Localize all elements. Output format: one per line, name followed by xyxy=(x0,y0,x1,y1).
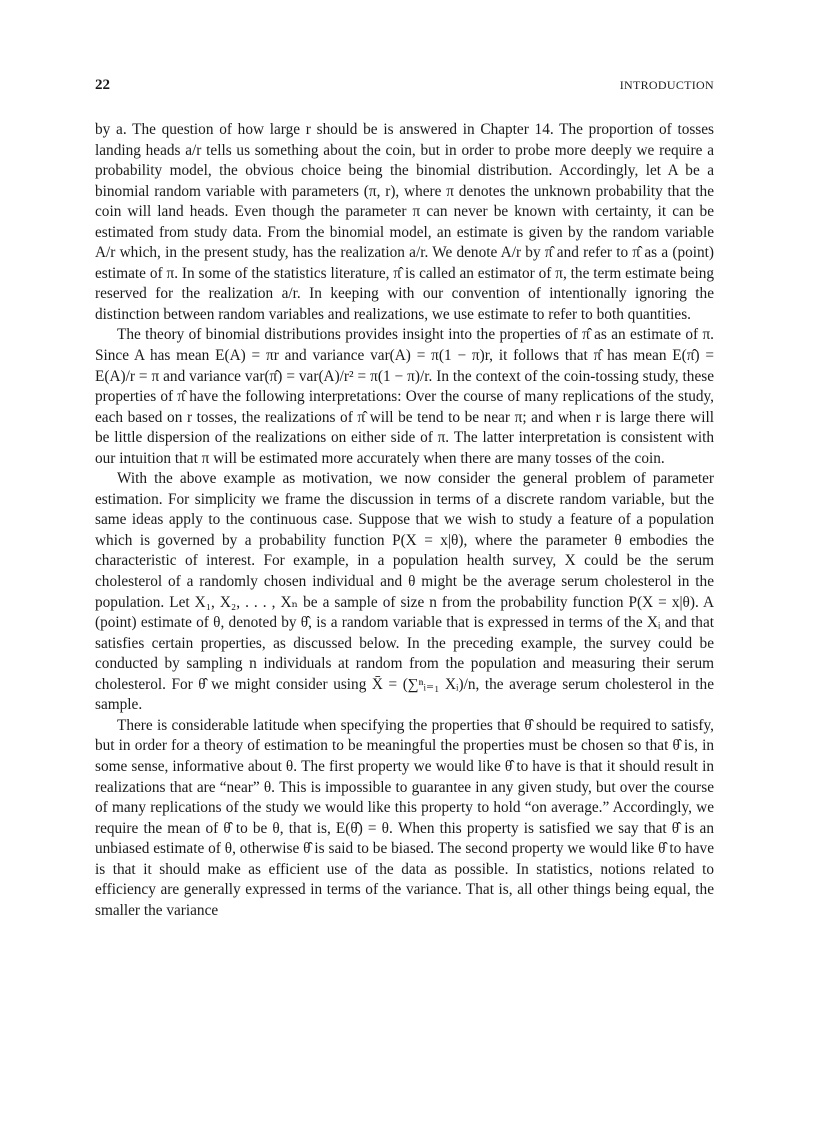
page-number: 22 xyxy=(95,77,110,93)
paragraph-2: The theory of binomial distributions provides insight into the properties of π̂ as an estimate of π. Since A has mean E(A) = πr and variance var(A) = π(1 − π)r, it follows that π̂ has mean E(π̂) = E(A)/r = π and variance var(π̂) = var(A)/r² = π(1 − π)/r. In the context of the coin-tossing study, these properties of π̂ have the following interpretations: Over the course of many replications of the study, each based on r tosses, the realizations of π̂ will be tend to be near π; and when r is large there will be little dispersion of the realizations on either side of π. The latter interpretation is consistent with our intuition that π will be estimated more accurately when there are many tosses of the coin. xyxy=(95,326,714,467)
paragraph-1: by a. The question of how large r should be is answered in Chapter 14. The proportion of tosses landing heads a/r tells us something about the coin, but in order to probe more deeply we require a probability model, the obvious choice being the binomial distribution. Accordingly, let A be a binomial random variable with parameters (π, r), where π denotes the unknown probability that the coin will land heads. Even though the parameter π can never be known with certainty, it can be estimated from study data. From the binomial model, an estimate is given by the random variable A/r which, in the present study, has the realization a/r. We denote A/r by π̂ and refer to π̂ as a (point) estimate of π. In some of the statistics literature, π̂ is called an estimator of π, the term estimate being reserved for the realization a/r. In keeping with our convention of intentionally ignoring the distinction between random variables and realizations, we use estimate to refer to both quantities. xyxy=(95,121,714,323)
running-head: INTRODUCTION xyxy=(619,78,714,92)
body-text xyxy=(95,120,714,921)
paragraph-4: There is considerable latitude when specifying the properties that θ̂ should be required to satisfy, but in order for a theory of estimation to be meaningful the properties must be chosen so that θ̂ is, in some sense, informative about θ. The first property we would like θ̂ to have is that it should result in realizations that are “near” θ. This is impossible to guarantee in any given study, but over the course of many replications of the study we would like this property to hold “on average.” Accordingly, we require the mean of θ̂ to be θ, that is, E(θ̂) = θ. When this property is satisfied we say that θ̂ is an unbiased estimate of θ, otherwise θ̂ is said to be biased. The second property we would like θ̂ to have is that it should make as efficient use of the data as possible. In statistics, notions related to efficiency are generally expressed in terms of the variance. That is, all other things being equal, the smaller the variance xyxy=(95,716,714,919)
page-header xyxy=(95,77,714,94)
paragraph-3: With the above example as motivation, we now consider the general problem of parameter estimation. For simplicity we frame the discussion in terms of a discrete random variable, but the same ideas apply to the continuous case. Suppose that we wish to study a feature of a population which is governed by a probability function P(X = x|θ), where the parameter θ embodies the characteristic of interest. For example, in a population health survey, X could be the serum cholesterol of a randomly chosen individual and θ might be the average serum cholesterol in the population. Let X₁, X₂, . . . , Xₙ be a sample of size n from the probability function P(X = x|θ). A (point) estimate of θ, denoted by θ̂, is a random variable that is expressed in terms of the Xᵢ and that satisfies certain properties, as discussed below. In the preceding example, the survey could be conducted by sampling n individuals at random from the population and measuring their serum cholesterol. For θ̂ we might consider using X̄ = (∑ⁿᵢ₌₁ Xᵢ)/n, the average serum cholesterol in the sample. xyxy=(95,470,714,714)
